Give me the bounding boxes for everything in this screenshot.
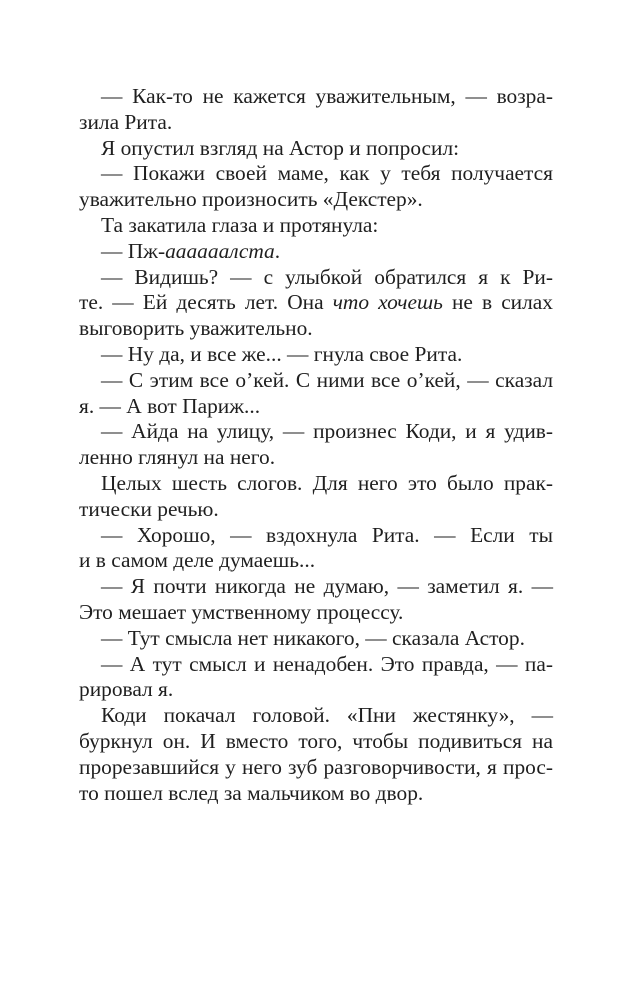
text-line bbox=[79, 781, 553, 807]
text-segment: Та закатила глаза и протянула: bbox=[101, 212, 379, 237]
text-line bbox=[79, 239, 553, 265]
text-line bbox=[79, 419, 553, 445]
text-segment: — Покажи своей маме, как у тебя получается bbox=[101, 161, 553, 186]
text-line bbox=[79, 755, 553, 781]
text-line bbox=[79, 600, 553, 626]
text-segment: Целых шесть слогов. Для него это было прак- bbox=[101, 470, 553, 495]
text-line bbox=[79, 342, 553, 368]
text-line bbox=[79, 574, 553, 600]
text-segment: — С этим все о’кей. С ними все о’кей, — сказал bbox=[101, 367, 553, 392]
text-line bbox=[79, 626, 553, 652]
text-line bbox=[79, 368, 553, 394]
text-segment: — Хорошо, — вздохнула Рита. — Если ты bbox=[101, 522, 553, 547]
text-segment: — Айда на улицу, — произнес Коди, и я удив- bbox=[101, 419, 553, 444]
text-segment: то пошел вслед за мальчиком во двор. bbox=[79, 780, 424, 805]
text-segment: Это мешает умственному процессу. bbox=[79, 599, 404, 624]
text-segment: и в самом деле думаешь... bbox=[79, 548, 316, 573]
text-line bbox=[79, 729, 553, 755]
text-line bbox=[79, 316, 553, 342]
text-segment: ленно глянул на него. bbox=[79, 445, 276, 470]
text-line bbox=[79, 445, 553, 471]
text-segment: не в силах bbox=[442, 290, 553, 315]
text-line bbox=[79, 265, 553, 291]
text-segment: — Ну да, и все же... — гнула свое Рита. bbox=[101, 341, 463, 366]
text-segment: . bbox=[274, 238, 281, 263]
text-line bbox=[79, 523, 553, 549]
text-segment: прорезавшийся у него зуб разговорчивости, я прос- bbox=[79, 754, 553, 779]
text-segment: — А тут смысл и ненадобен. Это правда, — па- bbox=[101, 651, 553, 676]
text-line bbox=[79, 548, 553, 574]
text-segment: я. — А вот Париж... bbox=[79, 393, 261, 418]
text-segment: рировал я. bbox=[79, 677, 174, 702]
text-line bbox=[79, 136, 553, 162]
text-line bbox=[79, 497, 553, 523]
text-segment: выговорить уважительно. bbox=[79, 316, 313, 341]
text-line bbox=[79, 213, 553, 239]
text-line bbox=[79, 110, 553, 136]
text-segment: Я опустил взгляд на Астор и попросил: bbox=[101, 135, 460, 160]
text-segment: уважительно произносить «Декстер». bbox=[79, 187, 423, 212]
text-line bbox=[79, 290, 553, 316]
text-line bbox=[79, 394, 553, 420]
text-segment: — Как-то не кажется уважительным, — возра- bbox=[101, 84, 553, 108]
text-line bbox=[79, 187, 553, 213]
text-segment: — Тут смысла нет никакого, — сказала Астор. bbox=[101, 625, 525, 650]
text-line bbox=[79, 161, 553, 187]
text-segment: Коди покачал головой. «Пни жестянку», — bbox=[101, 703, 553, 728]
text-segment: тически речью. bbox=[79, 496, 219, 521]
page-text bbox=[79, 84, 553, 806]
text-line bbox=[79, 84, 553, 110]
text-segment: — Пж- bbox=[101, 238, 166, 263]
text-segment: буркнул он. И вместо того, чтобы подивиться на bbox=[79, 728, 553, 753]
text-segment: те. — Ей десять лет. Она bbox=[79, 290, 333, 315]
text-segment: зила Рита. bbox=[79, 109, 173, 134]
text-segment: — Видишь? — с улыбкой обратился я к Ри- bbox=[101, 264, 553, 289]
italic-text: аааааалста bbox=[165, 238, 275, 263]
text-segment: — Я почти никогда не думаю, — заметил я. — bbox=[101, 574, 553, 599]
text-line bbox=[79, 677, 553, 703]
text-line bbox=[79, 703, 553, 729]
italic-text: что хочешь bbox=[332, 290, 443, 315]
text-line bbox=[79, 471, 553, 497]
text-line bbox=[79, 652, 553, 678]
